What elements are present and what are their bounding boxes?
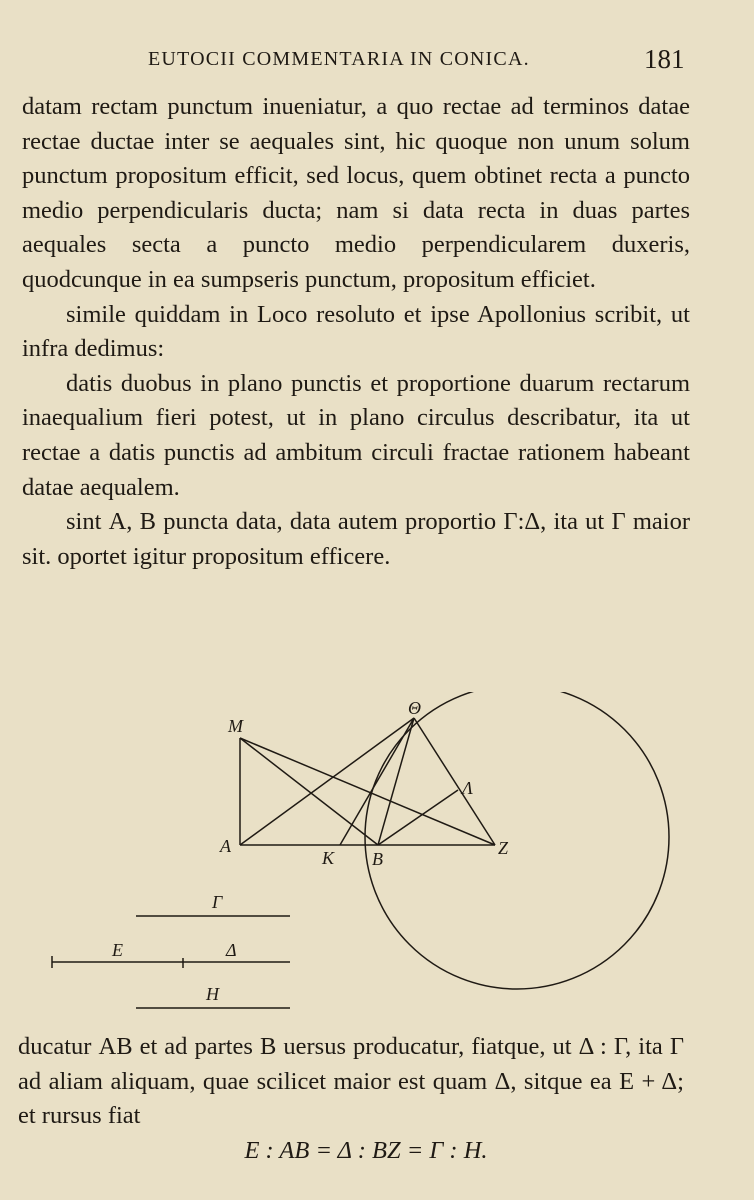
line-B-Lambda [378, 790, 458, 845]
figure-svg [40, 692, 700, 1030]
running-head [0, 44, 754, 78]
page-number: 181 [644, 44, 685, 74]
formula: Ε : ΑΒ = Δ : ΒΖ = Γ : Η. [244, 1136, 488, 1164]
line-MB [240, 738, 378, 845]
paragraph-5: ducatur ΑΒ et ad partes Β uersus producatur, fiatque, ut Δ : Γ, ita Γ ad aliam aliquam, quae scilicet maior est quam Δ, sitque ea Ε + Δ; et rursus fiat [18, 1033, 684, 1130]
bottom-text [18, 1030, 684, 1168]
label-Gamma: Γ [212, 892, 223, 912]
label-Z: Ζ [498, 838, 509, 858]
label-Delta: Δ [226, 940, 237, 960]
circle [365, 692, 669, 989]
geometry-figure [40, 692, 700, 1030]
line-A-Theta [240, 718, 414, 845]
label-M: Μ [228, 716, 243, 736]
label-A: Α [220, 836, 231, 856]
paragraph-2: simile quiddam in Loco resoluto et ipse Apollonius scribit, ut infra dedimus: [22, 300, 690, 363]
line-K-Theta [340, 718, 414, 845]
paragraph-3: datis duobus in plano punctis et proportione duarum rectarum inaequalium fieri potest, ut in plano circulus describatur, ita ut rectae a datis punctis ad ambitum circuli fractae rationem habeant datae aequalem. [22, 369, 690, 501]
paragraph-1: datam rectam punctum inueniatur, a quo rectae ad terminos datae rectae ductae inter se aequales sint, hic quoque non unum solum punctum propositum efficit, sed locus, quem obtinet recta a puncto medio perpendicularis ducta; nam si data recta in duas partes aequales secta a puncto medio perpendicularem duxeris, quodcunque in ea sumpseris punctum, propositum efficiet. [22, 93, 690, 293]
line-Theta-Z [414, 718, 495, 845]
label-Theta: Θ [408, 698, 421, 718]
label-K: Κ [322, 848, 335, 868]
label-H: Η [206, 984, 219, 1004]
label-Lambda: Λ [462, 778, 473, 798]
label-E: Ε [112, 940, 123, 960]
label-B: Β [372, 849, 383, 869]
main-text [22, 90, 690, 574]
line-B-Theta [378, 718, 414, 845]
running-title: EUTOCII COMMENTARIA IN CONICA. [148, 48, 530, 70]
paragraph-4: sint Α, Β puncta data, data autem proportio Γ:Δ, ita ut Γ maior sit. oportet igitur propositum efficere. [22, 508, 690, 570]
